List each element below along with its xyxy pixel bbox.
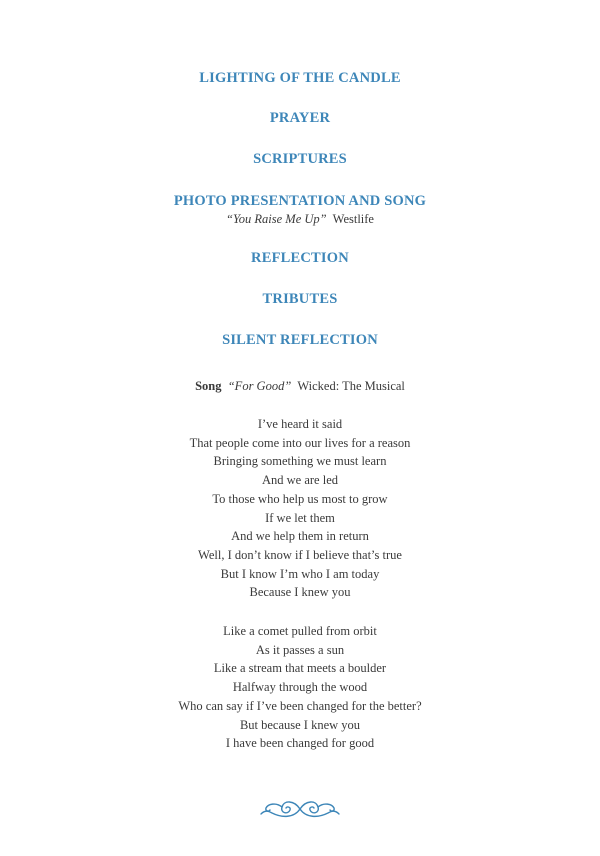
song-source: Wicked: The Musical <box>297 379 405 393</box>
lyric-line: To those who help us most to grow <box>212 491 388 506</box>
song-title: “For Good” <box>227 379 292 393</box>
lyric-line: Bringing something we must learn <box>213 454 387 469</box>
heading-scriptures: SCRIPTURES <box>253 151 347 167</box>
lyric-line: But because I knew you <box>239 717 361 732</box>
lyric-line: Who can say if I’ve been changed for the better? <box>178 698 422 713</box>
heading-prayer: PRAYER <box>269 110 331 126</box>
lyric-line: As it passes a sun <box>255 642 345 657</box>
lyric-line: And we are led <box>261 473 338 488</box>
heading-tributes: TRIBUTES <box>262 291 338 307</box>
lyric-line: Because I knew you <box>249 585 351 600</box>
heading-reflection: REFLECTION <box>251 250 349 266</box>
lyric-line: I’ve heard it said <box>257 417 343 431</box>
heading-lighting-of-the-candle: LIGHTING OF THE CANDLE <box>199 70 401 86</box>
photo-song-title: “You Raise Me Up” <box>226 212 327 226</box>
lyrics-verse-2 <box>0 622 600 753</box>
lyric-line: If we let them <box>265 510 335 525</box>
song-credit <box>0 378 600 394</box>
lyric-line: That people come into our lives for a reason <box>189 435 411 450</box>
song-label: Song <box>195 379 222 393</box>
lyric-line: Like a stream that meets a boulder <box>213 661 387 676</box>
heading-photo-presentation: PHOTO PRESENTATION AND SONG <box>173 193 427 209</box>
lyric-line: I have been changed for good <box>225 736 375 751</box>
lyric-line: Like a comet pulled from orbit <box>223 624 377 638</box>
lyric-line: And we help them in return <box>231 529 369 544</box>
lyric-line: Well, I don’t know if I believe that’s true <box>198 547 402 562</box>
photo-song-credit <box>0 211 600 227</box>
lyrics-verse-1 <box>0 415 600 602</box>
heading-silent-reflection: SILENT REFLECTION <box>222 332 378 348</box>
photo-song-artist: Westlife <box>332 212 374 226</box>
lyric-line: Halfway through the wood <box>232 680 368 695</box>
flourish-ornament-icon <box>258 796 342 822</box>
lyric-line: But I know I’m who I am today <box>220 566 380 581</box>
